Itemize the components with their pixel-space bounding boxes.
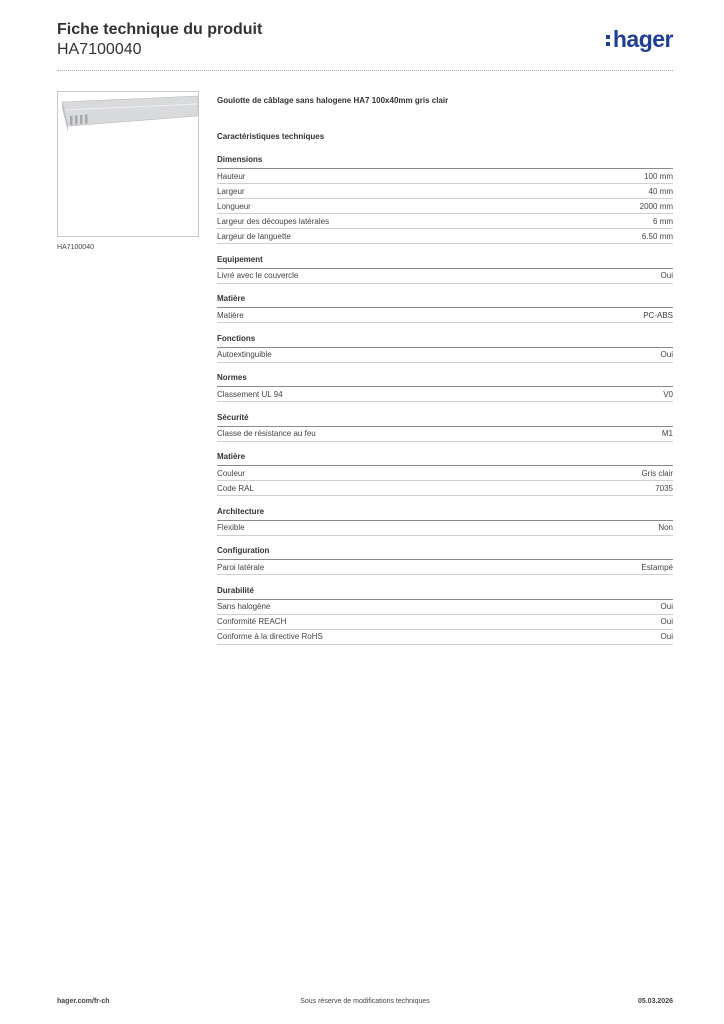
spec-label: Largeur de languette: [217, 231, 291, 241]
spec-label: Conforme à la directive RoHS: [217, 632, 323, 641]
spec-value: V0: [663, 389, 673, 399]
section-title: Dimensions: [217, 154, 673, 169]
spec-value: Oui: [660, 617, 673, 626]
logo-text: hager: [612, 26, 673, 52]
spec-section: [217, 293, 673, 323]
header-divider: [57, 70, 673, 71]
product-image: [57, 91, 199, 237]
section-title: Fonctions: [217, 333, 673, 348]
spec-label: Matière: [217, 310, 244, 320]
image-caption: HA7100040: [57, 244, 94, 251]
spec-label: Conformité REACH: [217, 617, 287, 626]
spec-section: [217, 545, 673, 575]
spec-section: [217, 333, 673, 363]
spec-section: [217, 372, 673, 402]
spec-section: [217, 254, 673, 284]
section-title: Normes: [217, 372, 673, 387]
spec-row: [217, 229, 673, 244]
spec-label: Longueur: [217, 201, 251, 211]
spec-label: Classement UL 94: [217, 389, 283, 399]
spec-label: Sans halogène: [217, 602, 271, 611]
spec-value: Oui: [660, 602, 673, 611]
footer-date: 05.03.2026: [637, 998, 673, 1005]
spec-label: Couleur: [217, 468, 246, 478]
spec-row: [217, 615, 673, 630]
product-code: HA7100040: [57, 41, 142, 58]
spec-label: Largeur: [217, 186, 245, 196]
spec-value: M1: [661, 429, 673, 438]
cable-duct-icon: [58, 92, 199, 237]
page-title: Fiche technique du produit: [57, 21, 263, 38]
spec-label: Classe de résistance au feu: [217, 429, 316, 438]
main-content: [217, 95, 673, 654]
spec-row: [217, 348, 673, 363]
spec-row: [217, 169, 673, 184]
page-header: [57, 20, 673, 72]
spec-section: [217, 451, 673, 496]
hager-logo: [606, 26, 673, 53]
spec-value: 6 mm: [653, 216, 673, 226]
spec-section: [217, 506, 673, 536]
spec-label: Autoextinguible: [217, 350, 272, 359]
spec-row: [217, 387, 673, 402]
spec-value: Oui: [660, 271, 673, 280]
spec-value: 6.50 mm: [641, 231, 673, 241]
section-title: Matière: [217, 451, 673, 466]
spec-row: [217, 308, 673, 323]
spec-row: [217, 560, 673, 575]
spec-value: Non: [658, 523, 673, 532]
logo-dots-icon: [606, 32, 611, 49]
spec-sections: [217, 154, 673, 645]
section-title: Sécurité: [217, 412, 673, 427]
spec-row: [217, 466, 673, 481]
section-title: Architecture: [217, 506, 673, 521]
spec-value: Oui: [660, 632, 673, 641]
spec-section: [217, 585, 673, 645]
spec-label: Code RAL: [217, 483, 254, 493]
tech-characteristics-title: Caractéristiques techniques: [217, 132, 325, 141]
product-title: Goulotte de câblage sans halogene HA7 100x40mm gris clair: [217, 96, 449, 105]
spec-row: [217, 269, 673, 284]
spec-row: [217, 214, 673, 229]
spec-value: Oui: [660, 350, 673, 359]
spec-value: PC-ABS: [643, 310, 673, 320]
spec-row: [217, 427, 673, 442]
spec-label: Paroi latérale: [217, 562, 265, 572]
spec-value: 40 mm: [648, 186, 673, 196]
spec-value: 100 mm: [644, 171, 673, 181]
spec-value: Gris clair: [641, 468, 673, 478]
section-title: Equipement: [217, 254, 673, 269]
spec-row: [217, 600, 673, 615]
spec-row: [217, 481, 673, 496]
section-title: Durabilité: [217, 585, 673, 600]
section-title: Configuration: [217, 545, 673, 560]
spec-value: 7035: [655, 483, 673, 493]
section-title: Matière: [217, 293, 673, 308]
spec-label: Hauteur: [217, 171, 246, 181]
spec-row: [217, 630, 673, 645]
spec-label: Flexible: [217, 523, 245, 532]
footer-website: hager.com/fr-ch: [57, 998, 110, 1005]
spec-row: [217, 184, 673, 199]
spec-label: Livré avec le couvercle: [217, 271, 299, 280]
spec-value: 2000 mm: [639, 201, 673, 211]
spec-row: [217, 521, 673, 536]
spec-section: [217, 154, 673, 244]
spec-section: [217, 412, 673, 442]
spec-row: [217, 199, 673, 214]
spec-value: Estampé: [641, 562, 673, 572]
footer-disclaimer: Sous réserve de modifications techniques: [300, 998, 430, 1005]
spec-label: Largeur des découpes latérales: [217, 216, 330, 226]
